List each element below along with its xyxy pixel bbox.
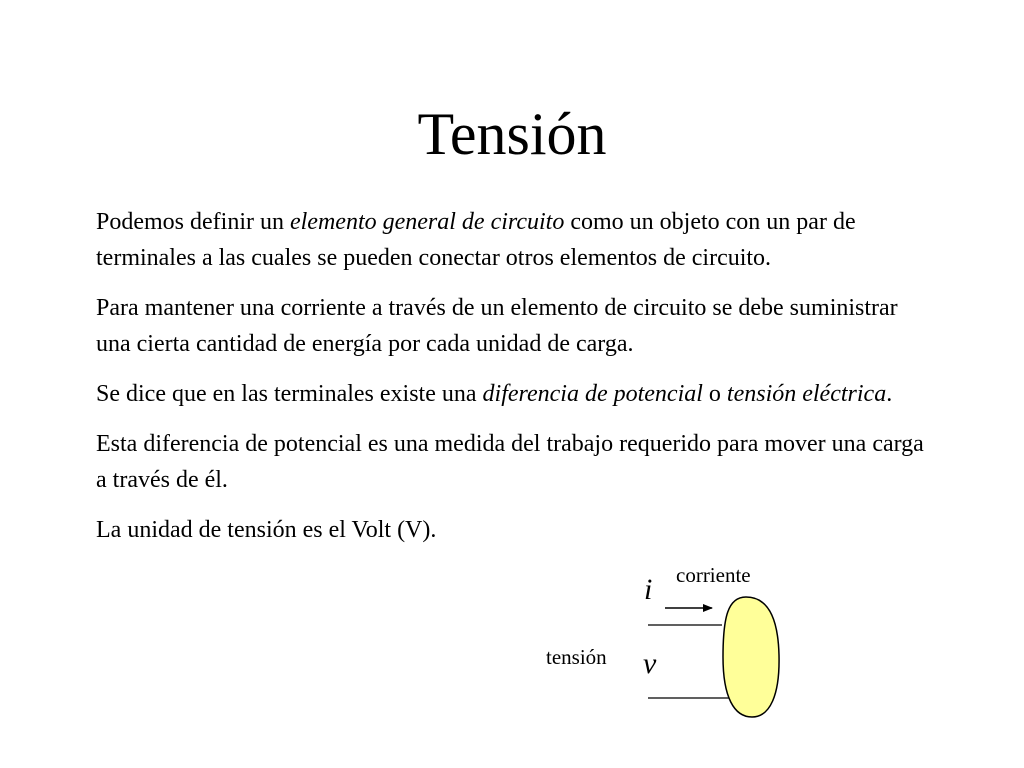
- voltage-symbol: v: [643, 647, 657, 680]
- slide-title: Tensión: [417, 101, 607, 167]
- current-label: corriente: [676, 563, 751, 587]
- paragraph-emphasis: tensión eléctrica: [726, 381, 887, 407]
- circuit-element-diagram: [530, 560, 790, 730]
- paragraph-text: Para mantener una corriente a través de un elemento de circuito se debe suministrar una cierta cantidad de energía por cada unidad de carga.: [96, 295, 898, 357]
- paragraph-unit: [96, 512, 936, 548]
- voltage-label: tensión: [546, 645, 607, 669]
- paragraph-work: [96, 426, 936, 498]
- current-symbol: i: [644, 573, 653, 606]
- circuit-element-shape: [723, 597, 779, 717]
- paragraph-text: o: [702, 381, 727, 407]
- paragraph-potential: [96, 376, 936, 412]
- paragraph-text: La unidad de tensión es el Volt (V).: [96, 517, 437, 543]
- paragraph-text: Se dice que en las terminales existe una: [96, 381, 483, 407]
- paragraph-emphasis: diferencia de potencial: [482, 381, 703, 407]
- paragraph-text: .: [886, 381, 893, 407]
- body-text: [96, 204, 936, 562]
- paragraph-energy: [96, 290, 936, 362]
- paragraph-definition: [96, 204, 936, 276]
- paragraph-text: como un objeto con un par de terminales a las cuales se pueden conectar otros elementos de circuito.: [96, 209, 856, 271]
- paragraph-text: Podemos definir un: [96, 209, 290, 235]
- paragraph-text: Esta diferencia de potencial es una medida del trabajo requerido para mover una carga a través de él.: [96, 431, 924, 493]
- paragraph-emphasis: elemento general de circuito: [289, 209, 565, 235]
